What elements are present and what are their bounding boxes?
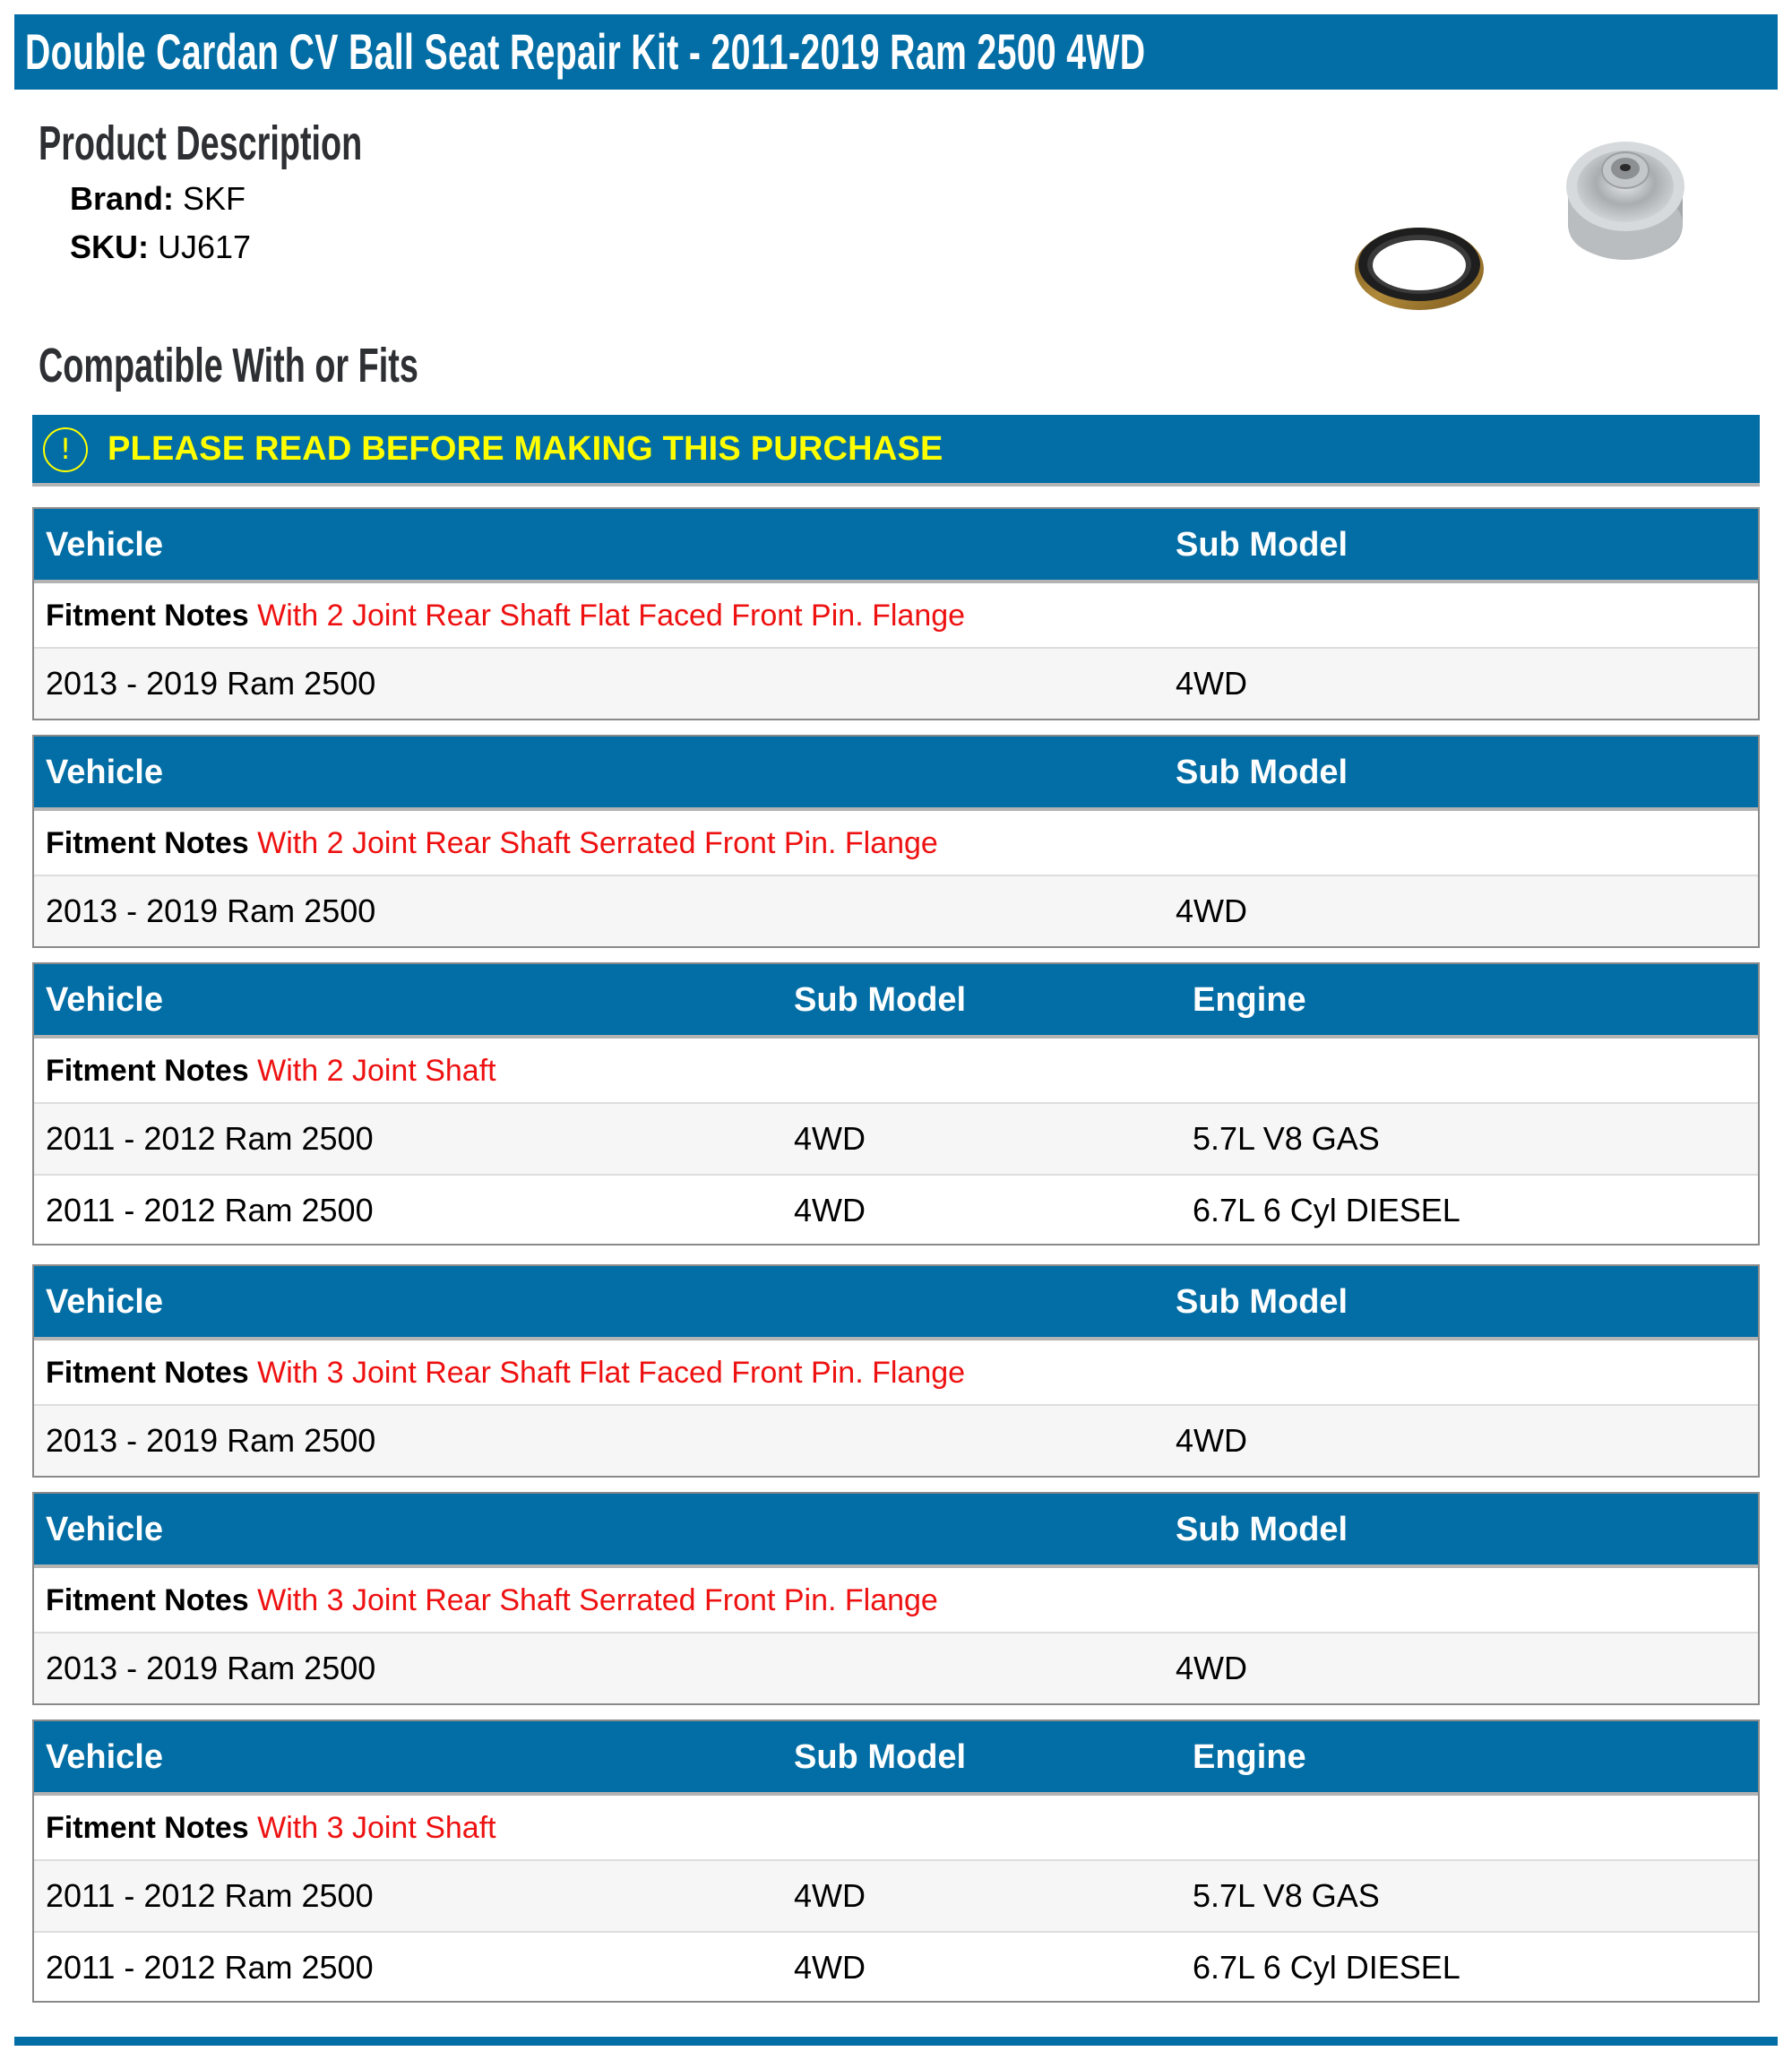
vehicle-cell: 2013 - 2019 Ram 2500 [46,665,376,702]
vehicle-cell: 2013 - 2019 Ram 2500 [46,1422,376,1459]
fitment-notes-label: Fitment Notes [46,1054,249,1088]
column-header-engine: Engine [1193,1738,1306,1776]
fitment-notes-row [34,811,1758,876]
fitment-notes-text: With 3 Joint Rear Shaft Flat Faced Front Pin. Flange [257,1356,966,1390]
fitment-table [32,962,1760,1245]
vehicle-cell: 2013 - 2019 Ram 2500 [46,1650,376,1686]
column-header-sub-model: Sub Model [794,1738,967,1776]
fitment-notes-label: Fitment Notes [46,1356,249,1390]
table-row [34,1633,1758,1703]
sub-model-cell: 4WD [794,1120,866,1157]
sub-model-cell: 4WD [794,1877,866,1914]
fitment-table [32,1720,1760,2003]
table-header [34,1721,1758,1796]
vehicle-cell: 2011 - 2012 Ram 2500 [46,1877,374,1914]
product-photo [1324,134,1745,349]
table-header [34,1494,1758,1568]
table-header [34,1266,1758,1340]
engine-cell: 5.7L V8 GAS [1193,1120,1380,1157]
column-header-vehicle: Vehicle [46,1738,163,1776]
notice-text: PLEASE READ BEFORE MAKING THIS PURCHASE [108,430,943,468]
fitment-table [32,1492,1760,1705]
column-header-sub-model: Sub Model [1176,526,1348,564]
engine-cell: 6.7L 6 Cyl DIESEL [1193,1192,1460,1228]
vehicle-cell: 2011 - 2012 Ram 2500 [46,1192,374,1228]
column-header-vehicle: Vehicle [46,754,163,791]
column-header-vehicle: Vehicle [46,981,163,1019]
sku-value: UJ617 [158,228,252,265]
table-header [34,509,1758,583]
product-description-heading: Product Description [39,116,363,170]
brand-label: Brand: [70,180,174,217]
column-header-sub-model: Sub Model [1176,1283,1348,1321]
sub-model-cell: 4WD [1176,892,1247,929]
vehicle-cell: 2013 - 2019 Ram 2500 [46,892,376,929]
column-header-vehicle: Vehicle [46,526,163,564]
table-row [34,1104,1758,1174]
table-header [34,964,1758,1039]
vehicle-cell: 2011 - 2012 Ram 2500 [46,1949,374,1986]
page-title: Double Cardan CV Ball Seat Repair Kit - 2011-2019 Ram 2500 4WD [25,23,1146,80]
table-row [34,649,1758,719]
column-header-engine: Engine [1193,981,1306,1019]
product-image [1324,134,1745,349]
fitment-table [32,1264,1760,1478]
table-row [34,1931,1758,2001]
table-row [34,876,1758,946]
sub-model-cell: 4WD [794,1192,866,1228]
sub-model-cell: 4WD [1176,665,1247,702]
fitment-notes-row [34,583,1758,649]
fitment-notes-text: With 3 Joint Rear Shaft Serrated Front Pin. Flange [257,1583,938,1617]
engine-cell: 6.7L 6 Cyl DIESEL [1193,1949,1460,1986]
fitment-notes-label: Fitment Notes [46,1583,249,1617]
fitment-notes-label: Fitment Notes [46,1811,249,1845]
brand-line [70,179,246,219]
column-header-vehicle: Vehicle [46,1511,163,1548]
engine-cell: 5.7L V8 GAS [1193,1877,1380,1914]
brand-value: SKF [183,180,246,217]
vehicle-cell: 2011 - 2012 Ram 2500 [46,1120,374,1157]
compatible-heading: Compatible With or Fits [39,339,418,392]
sku-label: SKU: [70,228,149,265]
table-header [34,737,1758,811]
exclamation-circle-icon: ! [43,427,88,472]
fitment-notes-row [34,1039,1758,1104]
sub-model-cell: 4WD [1176,1650,1247,1686]
fitment-notes-text: With 3 Joint Shaft [257,1811,496,1845]
sku-line [70,228,251,267]
sub-model-cell: 4WD [1176,1422,1247,1459]
table-row [34,1406,1758,1476]
sub-model-cell: 4WD [794,1949,866,1986]
fitment-notes-row [34,1568,1758,1633]
purchase-notice[interactable] [32,415,1760,487]
fitment-notes-text: With 2 Joint Rear Shaft Flat Faced Front Pin. Flange [257,599,966,633]
fitment-notes-row [34,1340,1758,1406]
column-header-sub-model: Sub Model [1176,1511,1348,1548]
fitment-table [32,507,1760,720]
fitment-notes-label: Fitment Notes [46,599,249,633]
bottom-divider-bar [14,2037,1778,2046]
fitment-notes-label: Fitment Notes [46,826,249,860]
table-row [34,1861,1758,1931]
column-header-vehicle: Vehicle [46,1283,163,1321]
column-header-sub-model: Sub Model [794,981,967,1019]
fitment-notes-text: With 2 Joint Rear Shaft Serrated Front Pin. Flange [257,826,938,860]
fitment-notes-row [34,1796,1758,1861]
title-bar [14,14,1778,90]
fitment-table [32,735,1760,948]
fitment-notes-text: With 2 Joint Shaft [257,1054,496,1088]
column-header-sub-model: Sub Model [1176,754,1348,791]
table-row [34,1174,1758,1244]
